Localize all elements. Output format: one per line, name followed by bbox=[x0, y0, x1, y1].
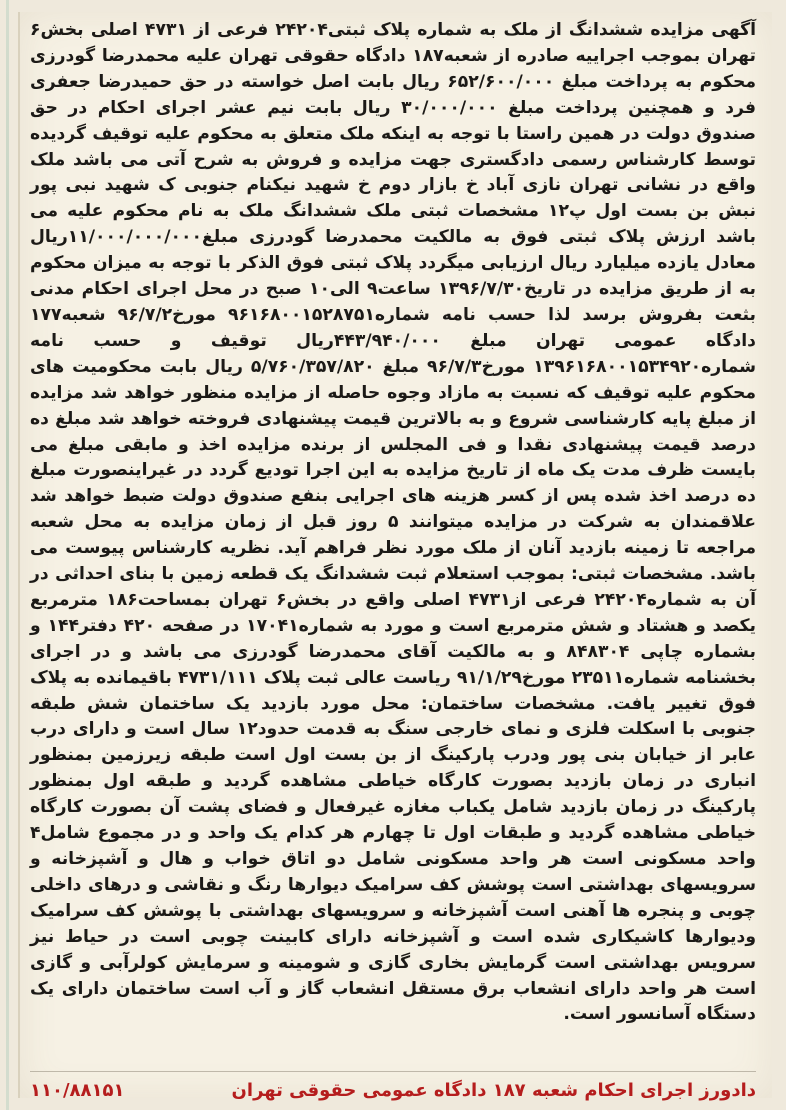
footer-divider bbox=[30, 1071, 756, 1072]
notice-footer bbox=[30, 1075, 756, 1105]
page-fold-mark bbox=[6, 0, 9, 1110]
auction-notice bbox=[30, 18, 756, 1028]
notice-body: آگهی مزایده ششدانگ از ملک به شماره پلاک ثبتی۲۴۲۰۴ فرعی از ۴۷۳۱ اصلی بخش۶ تهران بموجب اجراییه صادره از شعبه۱۸۷ دادگاه حقوقی تهران علیه محمدرضا گودرزی محکوم به پرداخت مبلغ ۶۵۲/۶۰۰/۰۰۰ ریال بابت اصل خواسته در حق حمیدرضا جعفری فرد و همچنین پرداخت مبلغ ۳۰/۰۰۰/۰۰۰ ریال بابت نیم عشر اجرای احکام در حق صندوق دولت در همین راستا با توجه به اینکه ملک متعلق به محکوم علیه توقیف گردیده توسط کارشناس رسمی دادگستری جهت مزایده و فروش به شرح آتی می باشد ملک واقع در نشانی تهران نازی آباد خ بازار دوم خ شهید نیکنام جنوبی ک شهید نبی پور نبش بن بست اول پ۱۲ مشخصات ثبتی ملک ششدانگ ملک به نام محکوم علیه می باشد ارزش پلاک ثبتی فوق به مالکیت محمدرضا گودرزی مبلغ۱۱/۰۰۰/۰۰۰/۰۰۰ریال معادل یازده میلیارد ریال ارزیابی میگردد پلاک ثبتی فوق الذکر با توجه به میزان محکوم به از طریق مزایده در تاریخ۱۳۹۶/۷/۳۰ ساعت۹ الی۱۰ صبح در محل اجرای احکام مدنی بثعت بفروش برسد لذا حسب نامه شماره۹۶۱۶۸۰۰۱۵۲۸۷۵۱ مورخ۹۶/۷/۲ شعبه۱۷۷ دادگاه عمومی تهران مبلغ ۴۴۳/۹۴۰/۰۰۰ریال توقیف و حسب نامه شماره۱۳۹۶۱۶۸۰۰۱۵۳۴۹۲۰ مورخ۹۶/۷/۳ مبلغ ۵/۷۶۰/۳۵۷/۸۲۰ ریال بابت محکومیت های محکوم علیه توقیف که نسبت به مازاد وجوه حاصله از مزایده منظور خواهد شد مزایده از مبلغ پایه کارشناسی شروع و به بالاترین قیمت پیشنهادی فروخته خواهد شد مبلغ ده درصد قیمت پیشنهادی نقدا و فی المجلس از برنده مزایده اخذ و مابقی مبلغ می بایست ظرف مدت یک ماه از تاریخ مزایده به این اجرا تودیع گردد در غیراینصورت مبلغ ده درصد اخذ شده پس از کسر هزینه های اجرایی بنفع صندوق دولت ضبط خواهد شد علاقمندان به شرکت در مزایده میتوانند ۵ روز قبل از زمان مزایده به محل شعبه مراجعه تا زمینه بازدید آنان از ملک مورد نظر فراهم آید. نظریه کارشناس پیوست می باشد. مشخصات ثبتی: بموجب استعلام ثبت ششدانگ یک قطعه زمین با بنای احداثی در آن به شماره۲۴۲۰۴ فرعی از۴۷۳۱ اصلی واقع در بخش۶ تهران بمساحت۱۸۶ مترمربع یکصد و هشتاد و شش مترمربع است و مورد به شماره۱۷۰۴۱ در صفحه ۴۲۰ دفتر۱۴۴ و بشماره چاپی ۸۴۸۳۰۴ و به مالکیت آقای محمدرضا گودرزی می باشد و در اجرای بخشنامه شماره۲۳۵۱۱ مورخ۹۱/۱/۲۹ ریاست عالی ثبت پلاک ۴۷۳۱/۱۱۱ باقیمانده به پلاک فوق تغییر یافت. مشخصات ساختمان: محل مورد بازدید یک ساختمان شش طبقه جنوبی با اسکلت فلزی و نمای خارجی سنگ به قدمت حدود۱۲ سال است و دارای درب عابر از خیابان بنی پور ودرب پارکینگ از بن بست اول است طبقه زیرزمین بمنظور انباری در زمان بازدید بصورت کارگاه خیاطی مشاهده گردید و طبقه اول بمنظور پارکینگ در زمان بازدید شامل یکباب مغازه غیرفعال و فضای پشت آن بصورت کارگاه خیاطی مشاهده گردید و طبقات اول تا چهارم هر کدام یک واحد و در مجموع شامل۴ واحد مسکونی است هر واحد مسکونی شامل دو اتاق خواب و هال و آشپزخانه و سرویسهای بهداشتی است پوشش کف سرامیک دیوارها رنگ و نقاشی و درهای داخلی چوبی و پنجره ها آهنی است آشپزخانه و سرویسهای بهداشتی با پوشش کف سرامیک ودیوارها کاشیکاری شده است و آشپزخانه دارای کابینت چوبی است در حیاط نیز سرویس بهداشتی است گرمایش بخاری گازی و شومینه و سرمایش کولرآبی و گازی است هر واحد دارای انشعاب برق مستقل انشعاب گاز و آب است ساختمان دارای یک دستگاه آسانسور است. bbox=[30, 20, 757, 1025]
reference-number: ۱۱۰/۸۸۱۵۱ bbox=[30, 1079, 125, 1101]
issuer-signature: دادورز اجرای احکام شعبه ۱۸۷ دادگاه عمومی حقوقی تهران bbox=[231, 1079, 756, 1101]
